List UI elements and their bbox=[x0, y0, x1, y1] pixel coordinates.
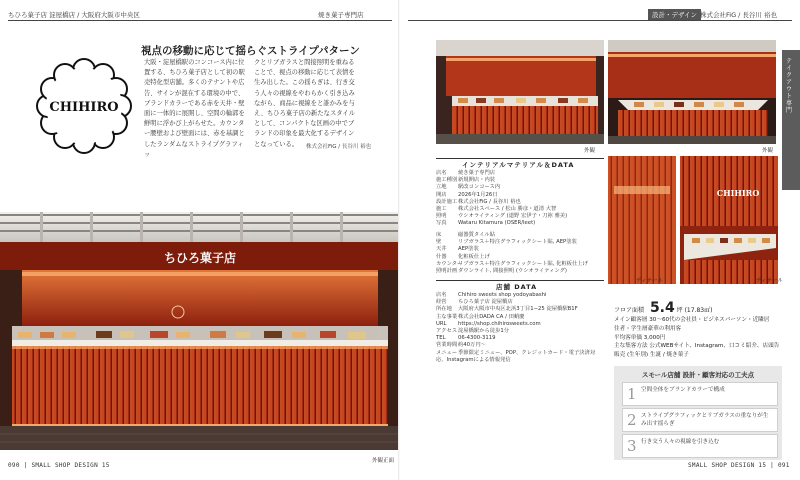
interior-row: 照明 ウシオライティング (道野 宏伊子・刀祢 雅美) bbox=[436, 213, 568, 220]
header-rule-right bbox=[408, 20, 792, 21]
header-company: 株式会社FiG / 長谷川 裕也 bbox=[700, 11, 777, 19]
design-point-text: 行き交う人々の視線を引き込む bbox=[641, 439, 720, 445]
floor-info-line: 平均客単価 3,000円 bbox=[614, 334, 666, 341]
photo-exterior-a bbox=[436, 40, 604, 144]
interior-row: 開店 2026年1月26日 bbox=[436, 191, 498, 198]
photo-caption-main: 外観正面 bbox=[372, 458, 395, 464]
interior-row: 施工 株式会社スペース / 松山 勝彦・道清 大智 bbox=[436, 206, 557, 213]
interior-row: 設計施工株式会社FiG / 長谷川 裕也 bbox=[436, 198, 521, 205]
shop-data-title: 店舗 DATA bbox=[496, 283, 538, 291]
category-side-tab-label: テイクアウト専門 bbox=[786, 58, 793, 114]
shop-row: 営業時間約40万円〜 bbox=[436, 342, 486, 349]
caption-c: ディテール bbox=[636, 278, 663, 284]
photo-exterior-b bbox=[608, 40, 776, 144]
floor-info-line: 住者・学生層豪華の利用客 bbox=[614, 325, 682, 332]
right-folio: SMALL SHOP DESIGN 15 | 091 bbox=[688, 462, 790, 469]
finish-row: 壁 リブガラス＋特注グラフィックシート貼, AEP塗装 bbox=[436, 239, 577, 246]
design-point bbox=[622, 434, 778, 458]
design-point bbox=[622, 408, 778, 432]
interior-row: 立地 駅改コンコース内 bbox=[436, 184, 501, 191]
finish-row: 床 磁器質タイル貼 bbox=[436, 232, 495, 238]
body-column-2: クとリブガラスと間接照明を重ねることで、視点の移動に応じて表情を生み出した。この揺らぎは、行き交う人々の視線をやわらかく引き込みながら、商品に視線をと誰かみを与え、ちひろ菓子店の新たなスタイルとして、コンパクトな区画の中でブランドの印象を最大化するデザインとなっている。 bbox=[254, 59, 356, 148]
shop-sign: ちひろ菓子店 bbox=[163, 251, 237, 265]
interior-data-title: インテリアルマテリアル＆DATA bbox=[462, 161, 575, 169]
right-page bbox=[400, 0, 800, 480]
header-rule bbox=[8, 20, 392, 21]
shop-row: メニュー季節限定ミニュー、POP、クレジットカード・電子決済対応、Instagramによる情報発信 bbox=[436, 349, 596, 363]
design-points-title: スモール店舗 設計・顧客対応の工夫点 bbox=[641, 371, 755, 379]
finish-row: 什器 化粧板仕上げ bbox=[436, 253, 490, 260]
floor-area-block bbox=[614, 300, 782, 360]
logo-wordmark: CHIHIRO bbox=[49, 100, 119, 115]
floor-area-value: 5.4 bbox=[649, 300, 675, 316]
floor-area-unit: 坪 (17.83㎡) bbox=[676, 307, 713, 314]
shop-row: 所在地 大阪府大阪市中央区北浜3丁目1−25 淀屋橋駅B1F bbox=[436, 306, 578, 313]
designer-credit: 株式会社FiG / 長谷川 裕也 bbox=[306, 144, 372, 150]
shop-row: 経営 ちひろ菓子店 淀屋橋店 bbox=[436, 299, 513, 306]
finish-row: カウンターリブガラス＋特注グラフィックシート貼, 化粧板仕上げ bbox=[436, 260, 588, 267]
floor-info-line: 販売 (生年別) 生誕 / 焼き菓子 bbox=[614, 352, 689, 359]
header-tag: 設計・デザイン bbox=[648, 9, 701, 20]
article-headline: 視点の移動に応じて揺らぐストライプパターン bbox=[141, 45, 360, 57]
shop-row: 主な事業株式会社DADA CA / 田蛸慶 bbox=[436, 313, 525, 320]
floor-area-label: フロア面積 bbox=[614, 307, 645, 314]
shop-data-table bbox=[436, 292, 604, 364]
caption-d: ディテール bbox=[756, 278, 783, 284]
shop-rule-top bbox=[436, 280, 604, 281]
shop-row: 店名 Chihiro sweets shop yodoyabashi bbox=[436, 292, 547, 298]
shop-row: アクセス淀屋橋駅から徒歩1分 bbox=[436, 328, 510, 335]
shop-row: TEL 06-4300-3119 bbox=[436, 335, 496, 342]
caption-b: 外観 bbox=[762, 148, 774, 154]
interior-row: 写真 Wataru Kitamura (OSER/Ieet) bbox=[436, 220, 536, 227]
design-point-text: 空間全体をブランドカラーで構成 bbox=[641, 387, 725, 393]
design-points-box bbox=[614, 366, 782, 460]
photo-detail-d bbox=[680, 156, 778, 284]
caption-a: 外観 bbox=[584, 148, 596, 154]
chihiro-logo bbox=[34, 56, 134, 156]
finish-data-table bbox=[436, 232, 604, 275]
shop-row: URL https://shop.chihirosweets.com bbox=[436, 320, 541, 327]
storefront-photo bbox=[0, 212, 400, 450]
design-point-text: ストライプグラフィックとリブガラスの重なりが生み出す揺らぎ bbox=[641, 413, 769, 427]
design-point-number: 2 bbox=[627, 411, 637, 429]
interior-row: 店名 焼き菓子専門店 bbox=[436, 170, 496, 176]
detail-logo-text: CHIHIRO bbox=[716, 188, 760, 198]
left-header-category: 焼き菓子専門店 bbox=[318, 11, 364, 19]
floor-info-line: メイン顧客層 30〜60代の会社員・ビジネスパーソン・近隣居 bbox=[614, 317, 770, 323]
interior-row: 施工種別新規開店・内装 bbox=[436, 177, 496, 184]
design-point-number: 1 bbox=[627, 385, 637, 403]
finish-row: 照明計画ダウンライト, 間接照明 (ウシオライティング) bbox=[436, 268, 567, 275]
design-point-number: 3 bbox=[627, 437, 637, 455]
left-header-location: ちひろ菓子店 淀屋橋店 / 大阪府大阪市中央区 bbox=[8, 11, 140, 19]
interior-rule-top bbox=[436, 158, 604, 159]
left-folio: 090 | SMALL SHOP DESIGN 15 bbox=[8, 462, 110, 469]
interior-data-table bbox=[436, 170, 604, 228]
finish-row: 天井 AEP塗装 bbox=[436, 246, 479, 253]
floor-info-line: 主な集客方法 公式WEBサイト、Instagram、口コミ紹介、店頭告 bbox=[614, 343, 780, 350]
photo-detail-c bbox=[608, 156, 676, 284]
body-column-1: 大阪・淀屋橋駅のコンコース内に位置する、ちひろ菓子店として初の駅売特化型店舗。多くのテナントや広告、サインが混在する環境の中で、ブランドカラーである赤を天井・壁面に一体的に展開し、空間の輪郭を鮮明に浮かび上がらせた。カウンター腰壁および壁面には、赤を基調としたランダムなストライプグラフィッ bbox=[144, 59, 245, 158]
design-point bbox=[622, 382, 778, 406]
